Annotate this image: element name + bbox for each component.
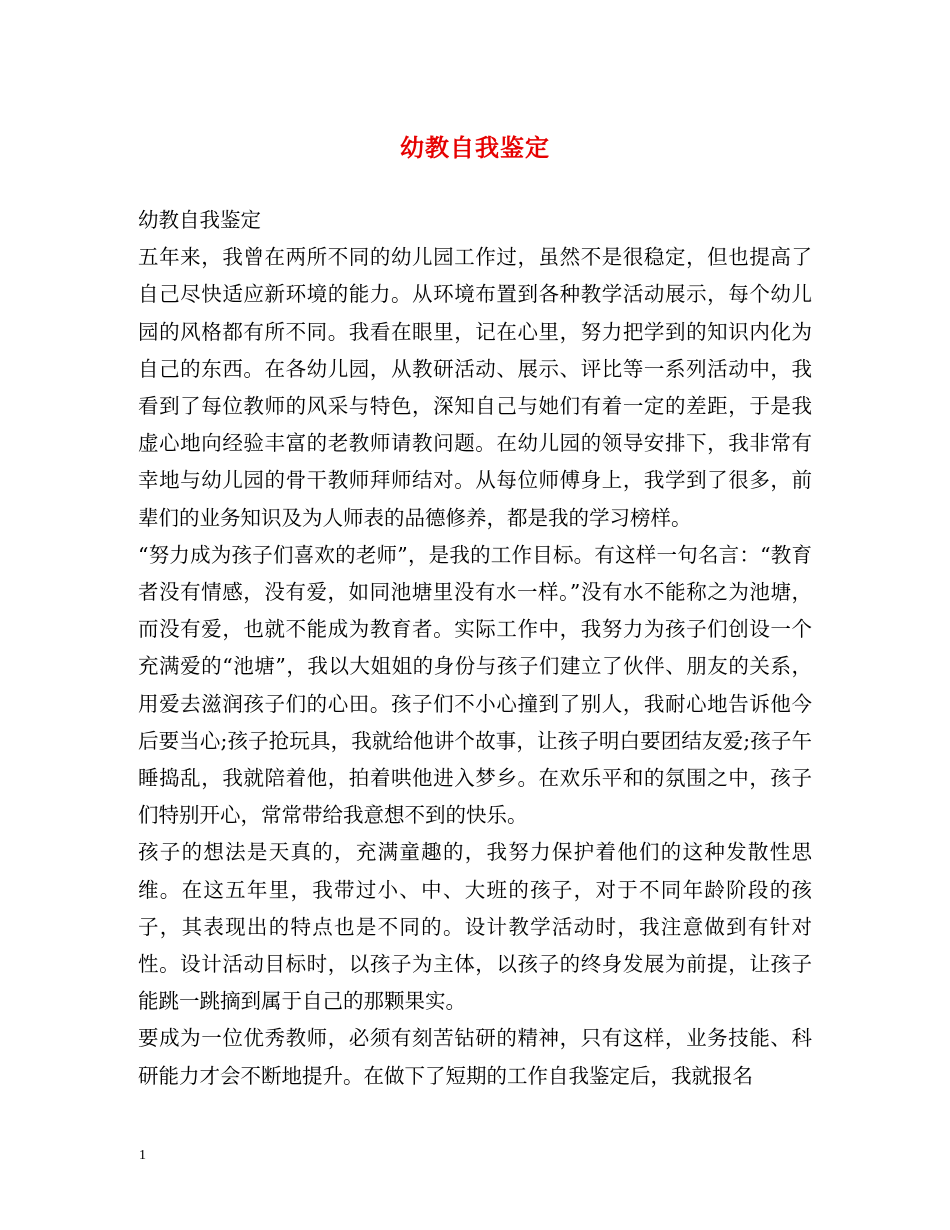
paragraph-1: 五年来，我曾在两所不同的幼儿园工作过，虽然不是很稳定，但也提高了自己尽快适应新环境的能力。从环境布置到各种教学活动展示，每个幼儿园的风格都有所不同。我看在眼里，记在心里，努力把学到的知识内化为自己的东西。在各幼儿园，从教研活动、展示、评比等一系列活动中，我看到了每位教师的风采与特色，深知自己与她们有着一定的差距，于是我虚心地向经验丰富的老教师请教问题。在幼儿园的领导安排下，我非常有幸地与幼儿园的骨干教师拜师结对。从每位师傅身上，我学到了很多，前辈们的业务知识及为人师表的品德修养，都是我的学习榜样。 (138, 245, 812, 530)
paragraph-3: 孩子的想法是天真的，充满童趣的，我努力保护着他们的这种发散性思维。在这五年里，我带过小、中、大班的孩子，对于不同年龄阶段的孩子，其表现出的特点也是不同的。设计教学活动时，我注意做到有针对性。设计活动目标时，以孩子为主体，以孩子的终身发展为前提，让孩子能跳一跳摘到属于自己的那颗果实。 (138, 840, 812, 1014)
subtitle-line: 幼教自我鉴定 (138, 208, 261, 232)
page-number: 1 (139, 1148, 146, 1163)
document-body (138, 202, 812, 1095)
paragraph-2: “努力成为孩子们喜欢的老师”，是我的工作目标。有这样一句名言：“教育者没有情感，没有爱，如同池塘里没有水一样。”没有水不能称之为池塘，而没有爱，也就不能成为教育者。实际工作中，我努力为孩子们创设一个充满爱的“池塘”，我以大姐姐的身份与孩子们建立了伙伴、朋友的关系，用爱去滋润孩子们的心田。孩子们不小心撞到了别人，我耐心地告诉他今后要当心;孩子抢玩具，我就给他讲个故事，让孩子明白要团结友爱;孩子午睡捣乱，我就陪着他，拍着哄他进入梦乡。在欢乐平和的氛围之中，孩子们特别开心，常常带给我意想不到的快乐。 (138, 542, 812, 828)
paragraph-4: 要成为一位优秀教师，必须有刻苦钻研的精神，只有这样，业务技能、科研能力才会不断地提升。在做下了短期的工作自我鉴定后，我就报名 (138, 1026, 812, 1088)
document-title: 幼教自我鉴定 (400, 133, 550, 162)
